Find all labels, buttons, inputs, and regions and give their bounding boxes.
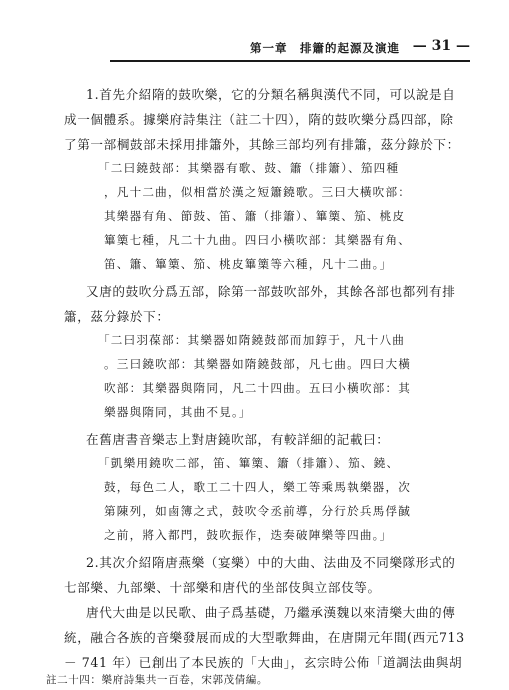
quote-line: 之前，將入都門，鼓吹振作，迭奏破陣樂等四曲。」 (104, 528, 393, 542)
text-line: 了第一部棡鼓部未採用排簫外，其餘三部均列有排簫，茲分錄於下： (64, 137, 460, 152)
text-line: 在舊唐書音樂志上對唐鐃吹部，有較詳細的記載曰： (86, 432, 390, 447)
chapter-title: 第一章 排簫的起源及演進 (250, 41, 400, 55)
text-line: 1.首先介紹隋的鼓吹樂，它的分類名稱與漢代不同，可以說是自 (86, 87, 456, 102)
quote-line: 其樂器有角、節鼓、笛、簫（排簫）、篳篥、笳、桃皮 (104, 209, 406, 223)
quote-line: 吹部：其樂器與隋同，凡二十四曲。五曰小橫吹部：其 (104, 381, 412, 395)
footnote: 註二十四：樂府詩集共一百卷，宋郭茂倩編。 (46, 674, 268, 686)
header-rule (110, 60, 470, 62)
text-line: 統，融合各族的音樂發展而成的大型歌舞曲，在唐開元年間(西元713 (64, 630, 465, 645)
quote-line: 笛、簫、篳篥、笳、桃皮篳篥等六種，凡十二曲。」 (104, 257, 393, 271)
page-number: — 31 — (412, 38, 470, 54)
text-line: － 741 年）已創出了本民族的「大曲」，玄宗時公佈「道調法曲與胡 (64, 652, 462, 671)
text-line: 成一個體系。據樂府詩集注（註二十四），隋的鼓吹樂分爲四部，除 (64, 112, 454, 127)
quote-line: 「二曰羽葆部：其樂器如隋鐃鼓部而加錞于，凡十八曲 (98, 333, 406, 347)
quote-line: 「二曰鐃鼓部：其樂器有歌、鼓、簫（排簫）、笳四種 (98, 161, 400, 175)
text-line: 唐代大曲是以民歌、曲子爲基礎，乃繼承漢魏以來清樂大曲的傳 (86, 605, 456, 620)
quote-line: 樂器與隋同，其曲不見。」 (104, 405, 252, 419)
text-line: 又唐的鼓吹分爲五部，除第一部鼓吹部外，其餘各部也都列有排 (86, 284, 456, 299)
quote-line: 「凱樂用鐃吹二部，笛、篳篥、簫（排簫）、笳、鐃、 (98, 456, 400, 470)
quote-line: 鼓，每色二人，歌工二十四人，樂工等乘馬執樂器，次 (104, 480, 412, 494)
text-line: 2.其次介紹隋唐燕樂（宴樂）中的大曲、法曲及不同樂隊形式的 (86, 555, 456, 570)
text-line: 七部樂、九部樂、十部樂和唐代的坐部伎與立部伎等。 (64, 580, 381, 595)
quote-line: ，凡十二曲，似相當於漢之短簫鐃歌。三曰大橫吹部： (104, 185, 412, 199)
text-line: 簫，茲分錄於下： (64, 309, 170, 324)
quote-line: 篳篥七種，凡二十九曲。四曰小橫吹部：其樂器有角、 (104, 233, 412, 247)
quote-line: 。三曰鐃吹部：其樂器如隋鐃鼓部，凡七曲。四曰大橫 (104, 357, 412, 371)
page-header (110, 40, 470, 58)
quote-line: 第陳列，如鹵簿之式，鼓吹令丞前導，分行於兵馬俘馘 (104, 504, 412, 518)
